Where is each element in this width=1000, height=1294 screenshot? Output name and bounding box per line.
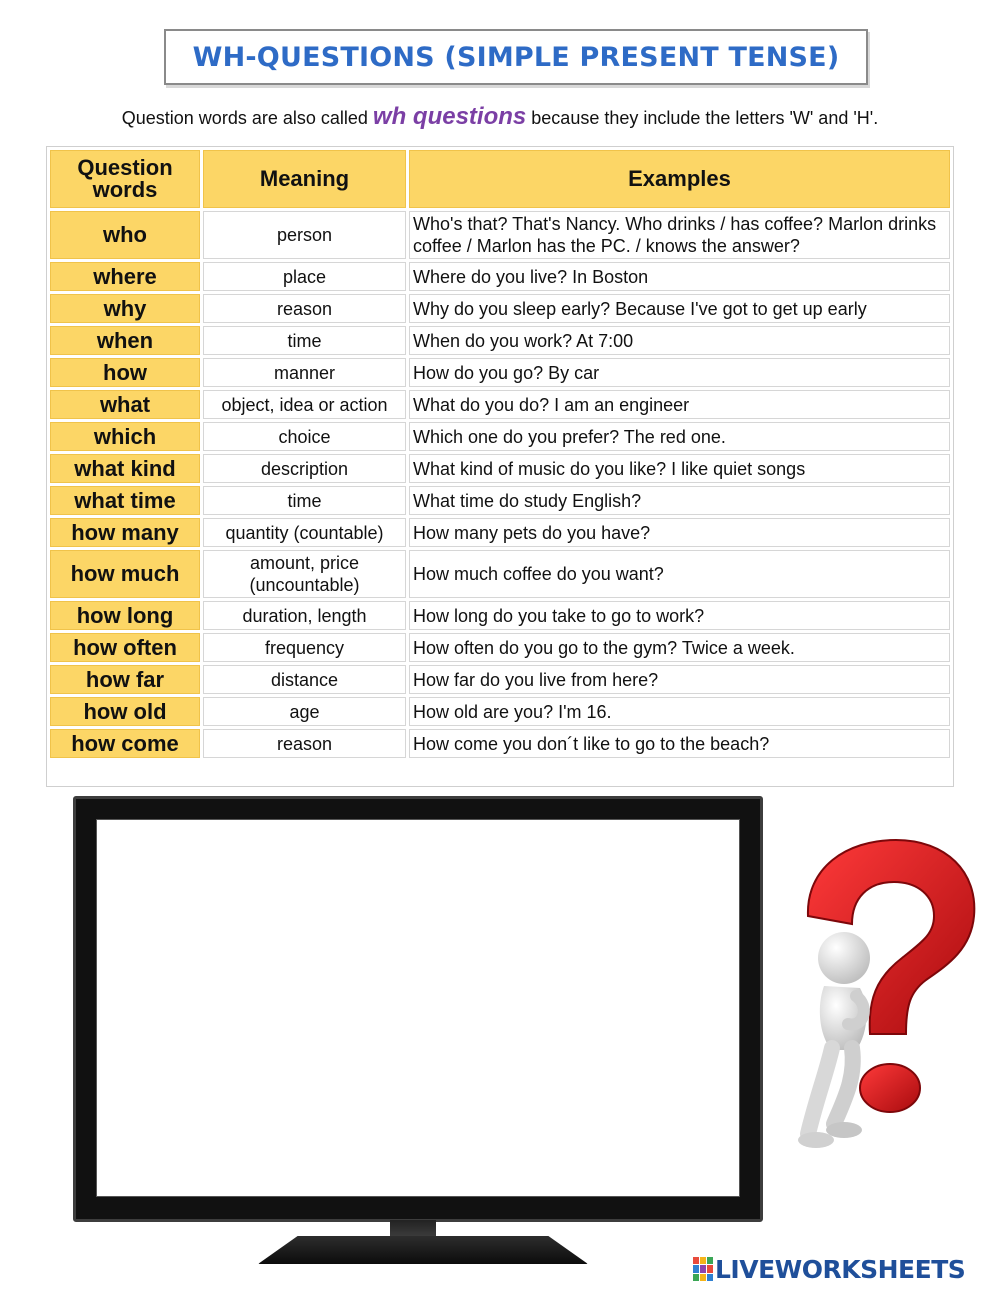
example-cell: Who's that? That's Nancy. Who drinks / has coffee? Marlon drinks coffee / Marlon has the PC. / knows the answer?	[409, 211, 950, 259]
header-question-words: Question words	[50, 150, 200, 208]
meaning-cell: choice	[203, 422, 406, 451]
question-word: how much	[50, 550, 200, 598]
table-row	[50, 454, 950, 483]
example-cell: How do you go? By car	[409, 358, 950, 387]
table-row	[50, 697, 950, 726]
meaning-cell: frequency	[203, 633, 406, 662]
question-word: where	[50, 262, 200, 291]
question-words-table	[47, 147, 953, 761]
example-cell: How much coffee do you want?	[409, 550, 950, 598]
example-cell: How far do you live from here?	[409, 665, 950, 694]
meaning-cell: amount, price (uncountable)	[203, 550, 406, 598]
question-word: what	[50, 390, 200, 419]
brand-text: LIVEWORKSHEETS	[715, 1254, 966, 1284]
question-word: how come	[50, 729, 200, 758]
meaning-cell: time	[203, 326, 406, 355]
table-row	[50, 729, 950, 758]
meaning-cell: duration, length	[203, 601, 406, 630]
meaning-cell: person	[203, 211, 406, 259]
liveworksheets-brand	[693, 1252, 965, 1286]
table-row	[50, 422, 950, 451]
intro-after: because they include the letters 'W' and 'H'.	[531, 108, 879, 128]
table-row	[50, 665, 950, 694]
meaning-cell: time	[203, 486, 406, 515]
meaning-cell: quantity (countable)	[203, 518, 406, 547]
table-row	[50, 601, 950, 630]
example-cell: What time do study English?	[409, 486, 950, 515]
meaning-cell: age	[203, 697, 406, 726]
monitor-screen	[96, 819, 740, 1197]
table-row	[50, 294, 950, 323]
table-row	[50, 486, 950, 515]
header-meaning: Meaning	[203, 150, 406, 208]
example-cell: How many pets do you have?	[409, 518, 950, 547]
table-row	[50, 211, 950, 259]
meaning-cell: place	[203, 262, 406, 291]
example-cell: How often do you go to the gym? Twice a week.	[409, 633, 950, 662]
meaning-cell: manner	[203, 358, 406, 387]
header-examples: Examples	[409, 150, 950, 208]
example-cell: How long do you take to go to work?	[409, 601, 950, 630]
table-row	[50, 633, 950, 662]
question-word: who	[50, 211, 200, 259]
example-cell: What kind of music do you like? I like quiet songs	[409, 454, 950, 483]
question-word: how old	[50, 697, 200, 726]
intro-text	[0, 103, 1000, 131]
tv-monitor-icon	[73, 796, 763, 1222]
title-box	[164, 29, 868, 85]
example-cell: How come you don´t like to go to the beach?	[409, 729, 950, 758]
example-cell: Which one do you prefer? The red one.	[409, 422, 950, 451]
example-cell: Where do you live? In Boston	[409, 262, 950, 291]
example-cell: When do you work? At 7:00	[409, 326, 950, 355]
question-word: what kind	[50, 454, 200, 483]
meaning-cell: reason	[203, 729, 406, 758]
liveworksheets-logo-icon	[693, 1257, 713, 1281]
question-word: how far	[50, 665, 200, 694]
table-row	[50, 262, 950, 291]
page-title: WH-QUESTIONS (SIMPLE PRESENT TENSE)	[192, 41, 840, 73]
question-word: how long	[50, 601, 200, 630]
question-word: why	[50, 294, 200, 323]
question-word: when	[50, 326, 200, 355]
question-word: which	[50, 422, 200, 451]
question-word: how many	[50, 518, 200, 547]
question-word: how	[50, 358, 200, 387]
thinking-figure-question-mark-icon	[786, 838, 986, 1158]
intro-before: Question words are also called	[121, 108, 368, 128]
question-word: what time	[50, 486, 200, 515]
table-row	[50, 518, 950, 547]
question-word: how often	[50, 633, 200, 662]
example-cell: How old are you? I'm 16.	[409, 697, 950, 726]
table-row	[50, 550, 950, 598]
intro-highlight: wh questions	[372, 103, 527, 130]
example-cell: Why do you sleep early? Because I've got to get up early	[409, 294, 950, 323]
question-words-table-wrapper	[46, 146, 954, 787]
meaning-cell: object, idea or action	[203, 390, 406, 419]
example-cell: What do you do? I am an engineer	[409, 390, 950, 419]
meaning-cell: distance	[203, 665, 406, 694]
table-row	[50, 358, 950, 387]
meaning-cell: reason	[203, 294, 406, 323]
meaning-cell: description	[203, 454, 406, 483]
table-row	[50, 326, 950, 355]
monitor-stand-base	[258, 1236, 588, 1264]
table-row	[50, 390, 950, 419]
